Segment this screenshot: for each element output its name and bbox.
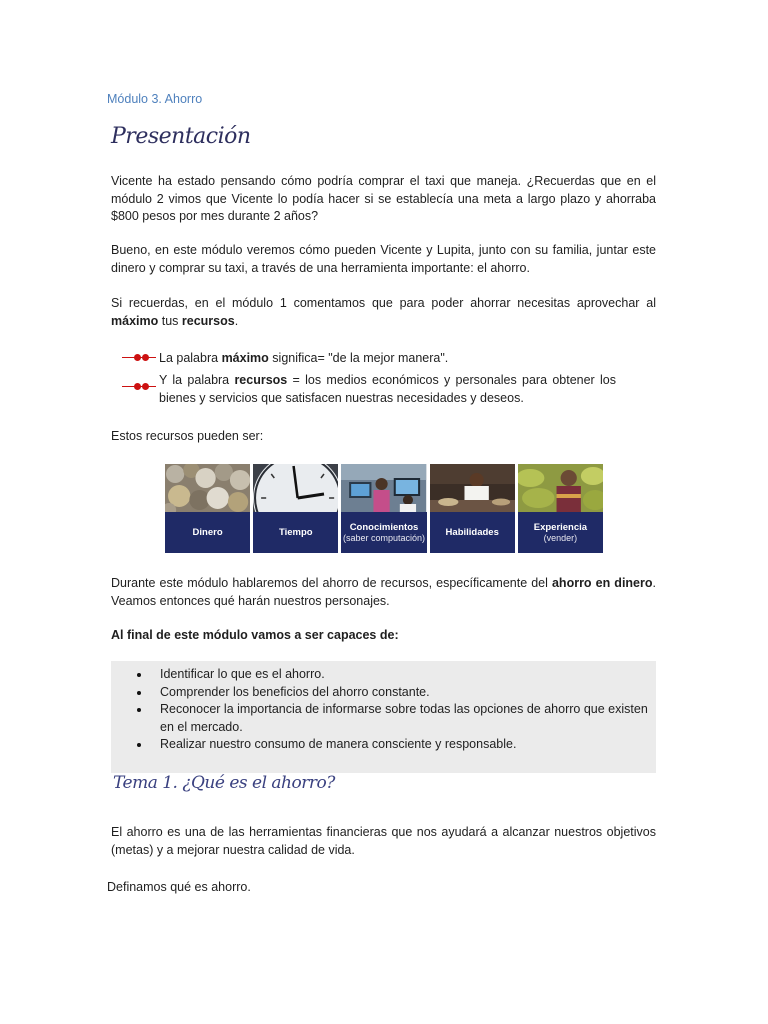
- module-title: Módulo 3. Ahorro: [107, 92, 203, 106]
- module-paragraph: Bueno, en este módulo veremos cómo pueden Vicente y Lupita, junto con su familia, juntar este dinero y comprar su taxi, a través de una herramienta importante: el ahorro.: [111, 243, 656, 275]
- presentation-heading: Presentación: [111, 124, 251, 149]
- cooking-photo: [430, 464, 515, 512]
- list-item: Reconocer la importancia de informarse sobre todas las opciones de ahorro que existen en el mercado.: [160, 701, 656, 736]
- coins-photo: [165, 464, 250, 512]
- objectives-panel: [111, 661, 656, 773]
- resource-label: Experiencia: [533, 521, 588, 533]
- resource-band: [341, 512, 426, 553]
- during-paragraph: Durante este módulo hablaremos del ahorro de recursos, específicamente del ahorro en dinero. Veamos entonces qué harán nuestros personajes.: [111, 576, 656, 608]
- resource-tile-habilidades: [430, 464, 515, 553]
- resource-band: [430, 512, 515, 553]
- resource-tile-dinero: [165, 464, 250, 553]
- red-bullet-icon: [122, 353, 156, 363]
- objectives-list: [111, 661, 656, 754]
- resource-tile-tiempo: [253, 464, 338, 553]
- definition-maximo: La palabra máximo significa= "de la mejor manera".: [159, 351, 449, 365]
- resource-sublabel: (vender): [543, 532, 578, 543]
- resource-band: [518, 512, 603, 553]
- resource-label: Dinero: [192, 527, 223, 538]
- goals-heading: Al final de este módulo vamos a ser capaces de:: [111, 628, 399, 642]
- ahorro-paragraph: El ahorro es una de las herramientas financieras que nos ayudará a alcanzar nuestros objetivos (metas) y a mejorar nuestra calidad de vida.: [111, 825, 656, 857]
- intro-paragraph: Vicente ha estado pensando cómo podría comprar el taxi que maneja. ¿Recuerdas que en el módulo 2 vimos que Vicente lo podía hacer si se establecía una meta a largo plazo y ahorraba $800 pesos por mes durante 2 años?: [111, 174, 656, 223]
- red-bullet-icon: [122, 382, 156, 392]
- vendor-bananas-photo: [518, 464, 603, 512]
- list-item: Identificar lo que es el ahorro.: [160, 666, 656, 684]
- resource-tile-experiencia: [518, 464, 603, 553]
- resources-intro: Estos recursos pueden ser:: [111, 429, 264, 443]
- definition-recursos: Y la palabra recursos = los medios económicos y personales para obtener los bienes y servicios que satisfacen nuestras necesidades y deseos.: [159, 373, 616, 405]
- resource-label: Conocimientos: [349, 521, 419, 533]
- resources-paragraph: Si recuerdas, en el módulo 1 comentamos que para poder ahorrar necesitas aprovechar al máximo tus recursos.: [111, 296, 656, 328]
- resource-tile-conocimientos: [341, 464, 426, 553]
- resource-label: Tiempo: [279, 527, 313, 538]
- list-item: Comprender los beneficios del ahorro constante.: [160, 684, 656, 702]
- clock-photo: [253, 464, 338, 512]
- tema1-heading: Tema 1. ¿Qué es el ahorro?: [113, 773, 335, 793]
- resource-band: [165, 512, 250, 553]
- resource-sublabel: (saber computación): [342, 532, 426, 543]
- resource-label: Habilidades: [445, 527, 499, 538]
- resource-band: [253, 512, 338, 553]
- definamos-line: Definamos qué es ahorro.: [107, 880, 251, 894]
- computer-class-photo: [341, 464, 426, 512]
- list-item: Realizar nuestro consumo de manera consciente y responsable.: [160, 736, 656, 754]
- resources-image-strip: [165, 464, 603, 553]
